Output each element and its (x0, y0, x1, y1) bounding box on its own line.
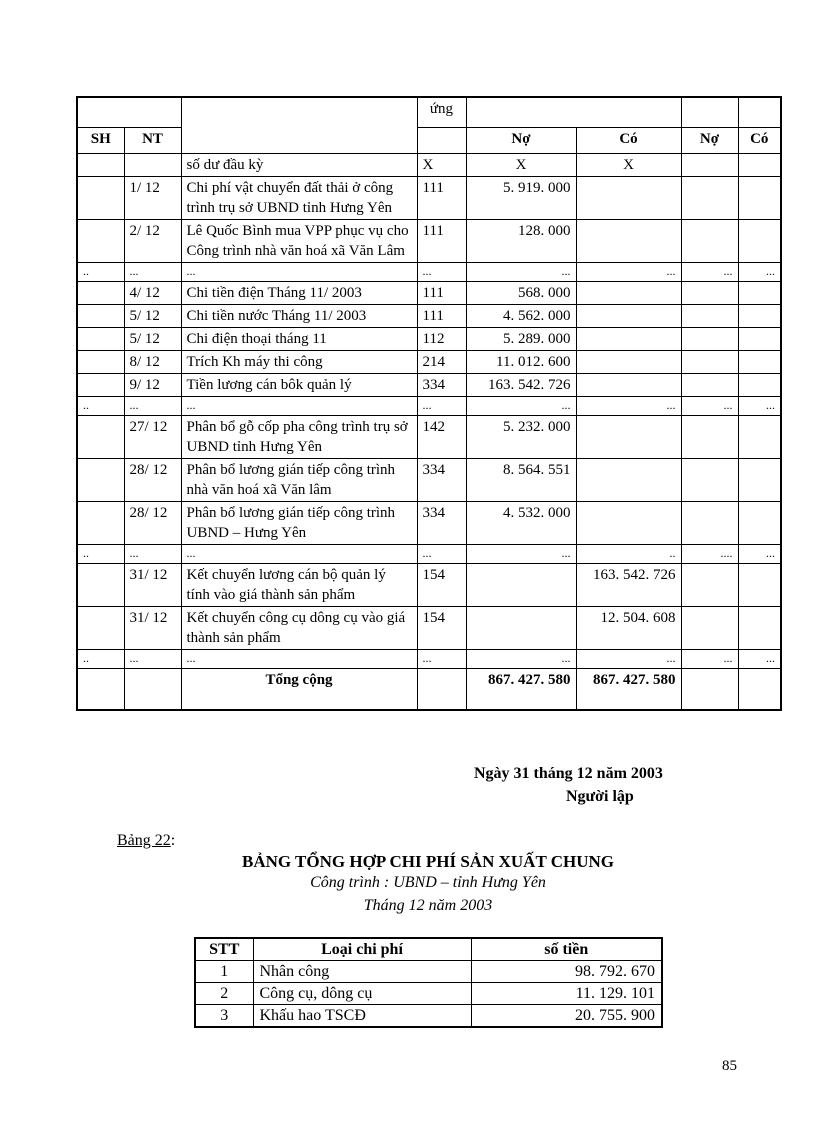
ledger-cell-sh (77, 373, 124, 396)
ledger-cell-debit2 (681, 176, 738, 219)
ledger-cell-sh: .. (77, 544, 124, 563)
ledger-cell-debit2 (681, 304, 738, 327)
ledger-cell-acct: ... (417, 649, 466, 668)
header-cell-amount-group (466, 97, 681, 127)
table-row (77, 415, 781, 458)
ledger-cell-credit: 163. 542. 726 (576, 563, 681, 606)
ledger-cell-credit2 (738, 415, 781, 458)
ledger-cell-debit: 8. 564. 551 (466, 458, 576, 501)
ledger-cell-debit2: ... (681, 649, 738, 668)
summary-header-amount: số tiền (471, 938, 662, 961)
ledger-cell-debit2 (681, 281, 738, 304)
total-label: Tổng cộng (181, 668, 417, 710)
ledger-cell-nt: 4/ 12 (124, 281, 181, 304)
table-22-label-suffix: : (170, 832, 176, 849)
table-row (77, 501, 781, 544)
ledger-cell-debit2: ... (681, 396, 738, 415)
table-row (77, 304, 781, 327)
ledger-cell-acct: 142 (417, 415, 466, 458)
ledger-cell-nt: 9/ 12 (124, 373, 181, 396)
ledger-cell-debit: 5. 232. 000 (466, 415, 576, 458)
ledger-cell-credit: X (576, 153, 681, 176)
ledger-cell-credit: ... (576, 396, 681, 415)
ledger-cell-acct: 111 (417, 219, 466, 262)
ledger-ellipsis-row (77, 544, 781, 563)
ledger-cell-debit: 163. 542. 726 (466, 373, 576, 396)
ledger-cell-nt: ... (124, 262, 181, 281)
summary-cell-amount: 98. 792. 670 (471, 961, 662, 983)
ledger-cell-sh (77, 415, 124, 458)
page-number: 85 (722, 1058, 737, 1074)
ledger-cell-acct: 214 (417, 350, 466, 373)
ledger-cell-credit2: ... (738, 649, 781, 668)
ledger-cell-acct: 111 (417, 281, 466, 304)
header-cell-extra-1 (681, 97, 738, 127)
ledger-cell-acct: 112 (417, 327, 466, 350)
ledger-cell-debit: 5. 919. 000 (466, 176, 576, 219)
ledger-cell-sh: .. (77, 649, 124, 668)
ledger-cell-debit2 (681, 219, 738, 262)
ledger-cell-sh (77, 327, 124, 350)
table-22-period: Tháng 12 năm 2003 (363, 897, 493, 914)
ledger-cell-sh (77, 606, 124, 649)
ledger-cell-sh (77, 219, 124, 262)
ledger-cell-credit2 (738, 281, 781, 304)
ledger-cell-acct: 334 (417, 373, 466, 396)
ledger-cell-debit2 (681, 606, 738, 649)
ledger-cell-desc: Chi điện thoại tháng 11 (181, 327, 417, 350)
ledger-cell-credit2 (738, 304, 781, 327)
ledger-cell-debit: ... (466, 262, 576, 281)
ledger-cell-credit2 (738, 563, 781, 606)
summary-header-stt: STT (195, 938, 253, 961)
ledger-cell-credit (576, 327, 681, 350)
ledger-cell-nt: 1/ 12 (124, 176, 181, 219)
ledger-cell-sh (77, 350, 124, 373)
ledger-cell-sh (77, 501, 124, 544)
ledger-cell-desc: ... (181, 396, 417, 415)
ledger-cell-debit: 128. 000 (466, 219, 576, 262)
header-debit: Nợ (466, 127, 576, 153)
summary-cell-stt: 3 (195, 1005, 253, 1028)
total-acct (417, 668, 466, 710)
ledger-cell-sh: .. (77, 262, 124, 281)
ledger-cell-nt: 5/ 12 (124, 304, 181, 327)
ledger-cell-credit: ... (576, 262, 681, 281)
table-row (77, 327, 781, 350)
header-debit-2: Nợ (681, 127, 738, 153)
ledger-cell-desc: Lê Quốc Bình mua VPP phục vụ cho Công trình nhà văn hoá xã Văn Lâm (181, 219, 417, 262)
ledger-cell-sh (77, 304, 124, 327)
total-credit-2 (738, 668, 781, 710)
ledger-cell-debit2 (681, 327, 738, 350)
table-row (195, 983, 662, 1005)
header-cell-contra-account: ứng (417, 97, 466, 127)
ledger-cell-nt: 31/ 12 (124, 606, 181, 649)
ledger-cell-desc: ... (181, 649, 417, 668)
summary-cell-stt: 2 (195, 983, 253, 1005)
ledger-cell-acct: X (417, 153, 466, 176)
ledger-cell-debit2 (681, 415, 738, 458)
ledger-cell-desc: ... (181, 262, 417, 281)
ledger-cell-acct: ... (417, 396, 466, 415)
total-credit: 867. 427. 580 (576, 668, 681, 710)
ledger-cell-sh (77, 458, 124, 501)
ledger-cell-credit2: ... (738, 544, 781, 563)
ledger-ellipsis-row (77, 396, 781, 415)
ledger-cell-sh: .. (77, 396, 124, 415)
header-credit-2: Có (738, 127, 781, 153)
total-debit: 867. 427. 580 (466, 668, 576, 710)
total-nt (124, 668, 181, 710)
ledger-cell-nt: 31/ 12 (124, 563, 181, 606)
table-22-label-text: Bảng 22 (117, 832, 171, 849)
table-row (77, 350, 781, 373)
ledger-cell-nt: 2/ 12 (124, 219, 181, 262)
ledger-cell-nt: 28/ 12 (124, 458, 181, 501)
summary-header-row (195, 938, 662, 961)
ledger-cell-credit2: ... (738, 262, 781, 281)
ledger-cell-credit: 12. 504. 608 (576, 606, 681, 649)
ledger-cell-credit2 (738, 501, 781, 544)
ledger-cell-desc: số dư đầu kỳ (181, 153, 417, 176)
ledger-cell-credit (576, 350, 681, 373)
ledger-cell-debit: X (466, 153, 576, 176)
ledger-cell-credit (576, 415, 681, 458)
ledger-cell-nt: 5/ 12 (124, 327, 181, 350)
ledger-cell-acct: 154 (417, 563, 466, 606)
ledger-cell-desc: Phân bổ gỗ cốp pha công trình trụ sở UBND tỉnh Hưng Yên (181, 415, 417, 458)
ledger-cell-debit: 568. 000 (466, 281, 576, 304)
ledger-cell-acct: 111 (417, 176, 466, 219)
ledger-cell-credit (576, 219, 681, 262)
ledger-body (77, 153, 781, 668)
ledger-cell-acct: 154 (417, 606, 466, 649)
ledger-cell-debit: 5. 289. 000 (466, 327, 576, 350)
table-row (77, 153, 781, 176)
table-row (195, 1005, 662, 1028)
ledger-cell-desc: Phân bổ lương gián tiếp công trình nhà văn hoá xã Văn lâm (181, 458, 417, 501)
header-sh: SH (77, 127, 124, 153)
table-row (77, 563, 781, 606)
ledger-cell-acct: ... (417, 544, 466, 563)
ledger-cell-desc: ... (181, 544, 417, 563)
ledger-cell-debit2 (681, 563, 738, 606)
ledger-cell-acct: 334 (417, 458, 466, 501)
summary-cell-type: Công cụ, dông cụ (253, 983, 471, 1005)
table-row (77, 458, 781, 501)
ledger-cell-acct: ... (417, 262, 466, 281)
ledger-cell-sh (77, 153, 124, 176)
ledger-cell-debit: ... (466, 396, 576, 415)
general-ledger-table (76, 96, 782, 711)
ledger-cell-debit2: ... (681, 262, 738, 281)
total-debit-2 (681, 668, 738, 710)
header-nt: NT (124, 127, 181, 153)
ledger-cell-credit (576, 281, 681, 304)
ledger-cell-credit2 (738, 606, 781, 649)
ledger-cell-credit: .. (576, 544, 681, 563)
table-row (77, 219, 781, 262)
ledger-cell-debit: 4. 532. 000 (466, 501, 576, 544)
ledger-ellipsis-row (77, 262, 781, 281)
ledger-cell-debit2 (681, 350, 738, 373)
table-22-title: BẢNG TỔNG HỢP CHI PHÍ SẢN XUẤT CHUNG (242, 852, 614, 871)
summary-cell-stt: 1 (195, 961, 253, 983)
ledger-cell-desc: Kết chuyển lương cán bộ quản lý tính vào giá thành sản phẩm (181, 563, 417, 606)
ledger-cell-nt: ... (124, 544, 181, 563)
ledger-cell-debit2 (681, 501, 738, 544)
ledger-cell-debit2 (681, 373, 738, 396)
ledger-cell-credit2 (738, 373, 781, 396)
ledger-cell-credit2 (738, 176, 781, 219)
ledger-header-top-row (77, 97, 781, 127)
table-row (77, 606, 781, 649)
total-sh (77, 668, 124, 710)
ledger-cell-acct: 334 (417, 501, 466, 544)
ledger-cell-nt (124, 153, 181, 176)
table-row (77, 281, 781, 304)
ledger-ellipsis-row (77, 649, 781, 668)
ledger-cell-nt: 8/ 12 (124, 350, 181, 373)
table-22-subtitle: Công trình : UBND – tỉnh Hưng Yên (310, 874, 546, 891)
ledger-cell-desc: Tiền lương cán bôk quản lý (181, 373, 417, 396)
summary-cell-type: Khấu hao TSCĐ (253, 1005, 471, 1028)
ledger-cell-debit2: .... (681, 544, 738, 563)
ledger-cell-nt: 28/ 12 (124, 501, 181, 544)
ledger-cell-desc: Chi tiền nước Tháng 11/ 2003 (181, 304, 417, 327)
ledger-cell-credit (576, 176, 681, 219)
ledger-cell-debit2 (681, 458, 738, 501)
ledger-cell-credit2 (738, 153, 781, 176)
table-22-label (117, 832, 175, 850)
table-row (77, 373, 781, 396)
ledger-cell-desc: Chi tiền điện Tháng 11/ 2003 (181, 281, 417, 304)
ledger-cell-credit (576, 458, 681, 501)
ledger-cell-credit2 (738, 219, 781, 262)
summary-cell-amount: 11. 129. 101 (471, 983, 662, 1005)
header-credit: Có (576, 127, 681, 153)
ledger-cell-sh (77, 176, 124, 219)
ledger-cell-debit: 11. 012. 600 (466, 350, 576, 373)
ledger-cell-credit (576, 304, 681, 327)
ledger-cell-debit (466, 563, 576, 606)
ledger-cell-debit: ... (466, 544, 576, 563)
ledger-total-row (77, 668, 781, 710)
header-cell-description (181, 97, 417, 153)
summary-cell-type: Nhân công (253, 961, 471, 983)
ledger-cell-nt: ... (124, 396, 181, 415)
signature-role: Người lập (566, 788, 634, 805)
signature-date: Ngày 31 tháng 12 năm 2003 (474, 765, 663, 782)
summary-body (195, 961, 662, 1028)
ledger-cell-sh (77, 563, 124, 606)
header-cell-voucher-group (77, 97, 181, 127)
ledger-cell-acct: 111 (417, 304, 466, 327)
ledger-cell-debit: 4. 562. 000 (466, 304, 576, 327)
header-account-blank (417, 127, 466, 153)
ledger-cell-desc: Trích Kh máy thi công (181, 350, 417, 373)
ledger-cell-desc: Phân bổ lương gián tiếp công trình UBND – Hưng Yên (181, 501, 417, 544)
header-cell-extra-2 (738, 97, 781, 127)
summary-header-type: Loại chi phí (253, 938, 471, 961)
ledger-cell-debit (466, 606, 576, 649)
ledger-cell-credit (576, 373, 681, 396)
summary-cell-amount: 20. 755. 900 (471, 1005, 662, 1028)
ledger-cell-nt: 27/ 12 (124, 415, 181, 458)
ledger-cell-sh (77, 281, 124, 304)
ledger-cell-credit2 (738, 458, 781, 501)
ledger-cell-debit2 (681, 153, 738, 176)
overhead-summary-table (194, 937, 663, 1028)
ledger-cell-credit2: ... (738, 396, 781, 415)
ledger-cell-credit: ... (576, 649, 681, 668)
ledger-cell-credit (576, 501, 681, 544)
ledger-cell-desc: Chi phí vật chuyển đất thải ở công trình trụ sở UBND tỉnh Hưng Yên (181, 176, 417, 219)
ledger-cell-desc: Kết chuyển công cụ dông cụ vào giá thành sản phẩm (181, 606, 417, 649)
ledger-cell-credit2 (738, 350, 781, 373)
table-row (77, 176, 781, 219)
ledger-cell-nt: ... (124, 649, 181, 668)
ledger-cell-debit: ... (466, 649, 576, 668)
table-row (195, 961, 662, 983)
ledger-cell-credit2 (738, 327, 781, 350)
